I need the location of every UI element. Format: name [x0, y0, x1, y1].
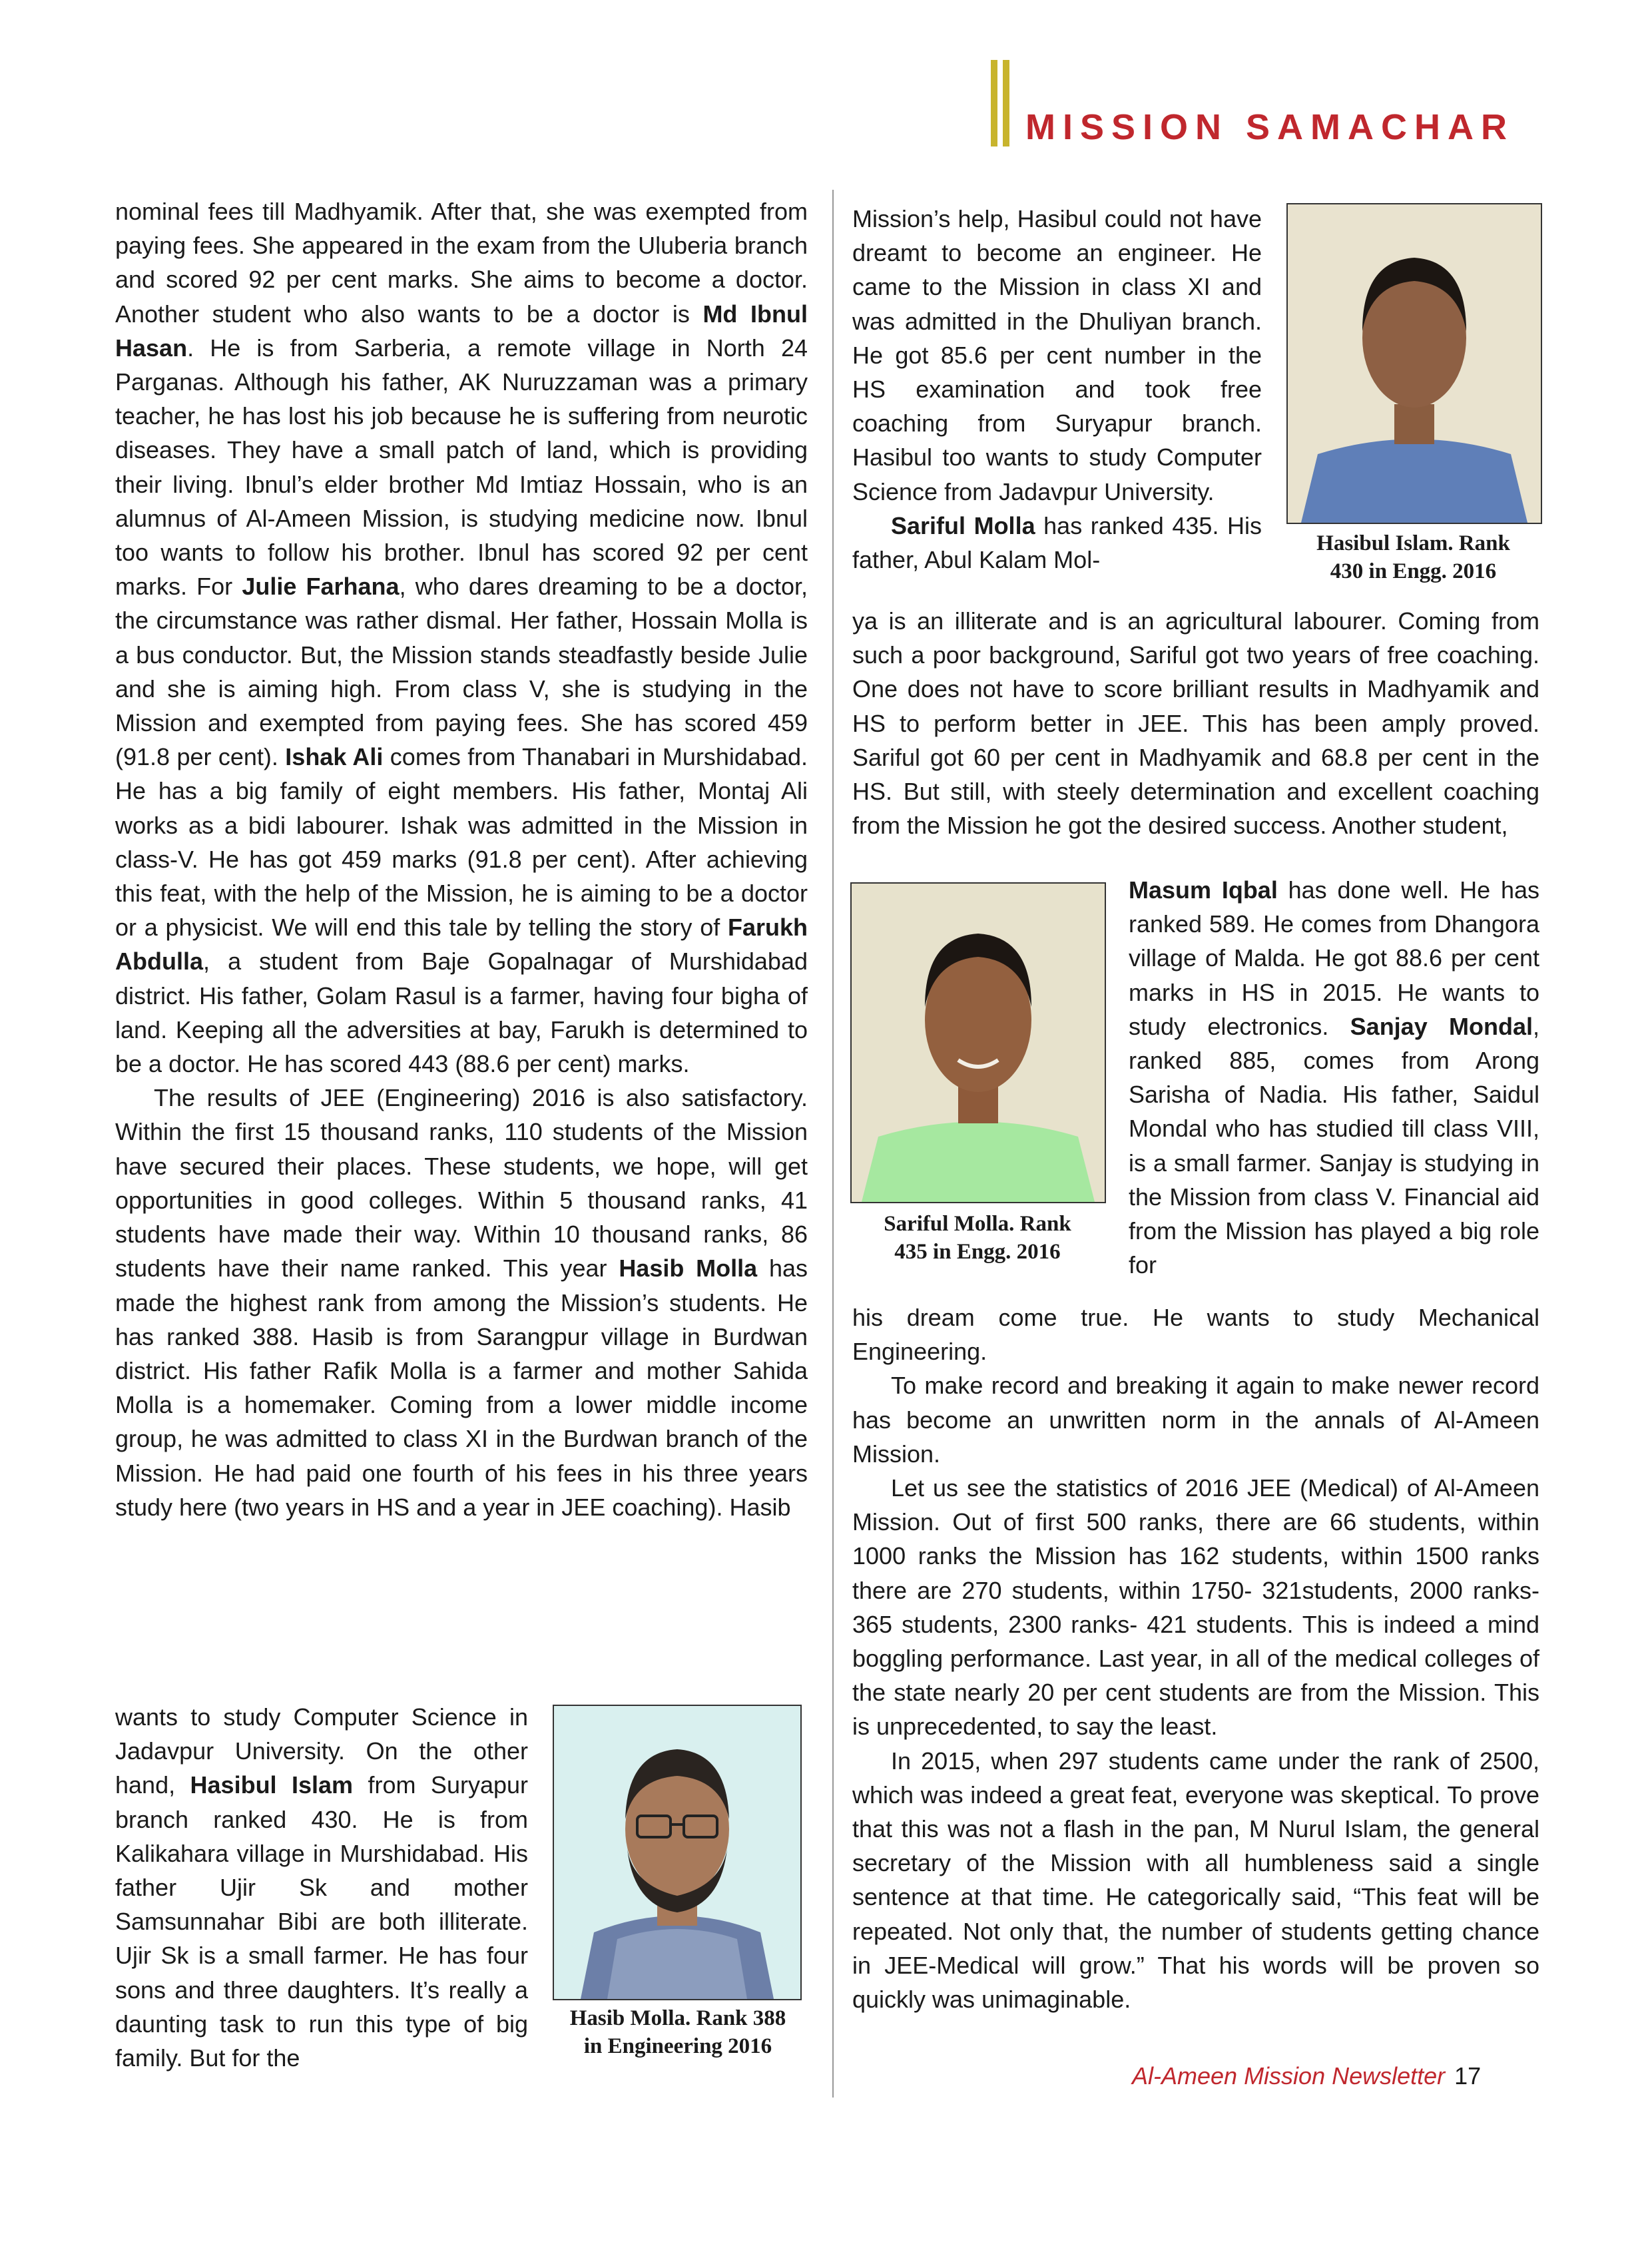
photo-caption: Sariful Molla. Rank 435 in Engg. 2016 — [884, 1212, 1071, 1264]
paragraph: To make record and breaking it again to make newer record has become an unwritten norm in the annals of Al-Ameen Mission. — [852, 1372, 1539, 1468]
right-column-text — [1129, 873, 1539, 1282]
student-name: Hasib Molla — [619, 1255, 758, 1282]
paragraph: Let us see the statistics of 2016 JEE (Medical) of Al-Ameen Mission. Out of first 500 ranks, there are 66 students, within 1000 ranks the Mission has 162 students, within 1500 ranks there are 270 students, within 1750- 321students, 2000 ranks-365 students, 2300 ranks- 421 students. This is indeed a mind boggling performance. Last year, in all of the medical colleges of the state nearly 20 per cent students are from the Mission. This is unprecedented, to say the least. — [852, 1474, 1539, 1741]
student-name: Sanjay Mondal — [1350, 1012, 1533, 1040]
header-accent-bar — [991, 60, 997, 146]
paragraph: nominal fees till Madhyamik. After that, she was exempted from paying fees. She appeared in the exam from the Uluberia branch and scored 92 per cent marks. She aims to become a doctor. Another student who also wants to be a doctor is Md Ibnul Hasan. He is from Sarberia, a remote village in North 24 Parganas. Although his father, AK Nuruzzaman was a primary teacher, he has lost his job because he is suffering from neurotic diseases. They have a small patch of land, which is providing their living. Ibnul’s elder brother Md Imtiaz Hossain, who is an alumnus of Al-Ameen Mission, is studying medicine now. Ibnul too wants to follow his brother. Ibnul has scored 92 per cent marks. For Julie Farhana, who dares dreaming to be a doctor, the circumstance was rather dismal. Her father, Hossain Molla is a bus conductor. But, the Mission stands steadfastly beside Julie and she is aiming high. From class V, she is studying in the Mission and exempted from paying fees. She has scored 459 (91.8 per cent). Ishak Ali comes from Thanabari in Murshidabad. He has a big family of eight members. His father, Montaj Ali works as a bidi labourer. Ishak was admitted in the Mission in class-V. He has got 459 marks (91.8 per cent). After achieving this feat, with the help of the Mission, he is aiming to be a doctor or a physicist. We will end this tale by telling the story of Farukh Abdulla, a student from Baje Gopalnagar of Murshidabad district. His father, Golam Rasul is a farmer, having four bigha of land. Keeping all the adversities at bay, Farukh is determined to be a doctor. He has scored 443 (88.6 per cent) marks. — [115, 198, 808, 1078]
student-name: Hasibul Islam — [190, 1771, 354, 1799]
student-photo — [553, 1705, 802, 2000]
student-name: Masum Iqbal — [1129, 876, 1278, 904]
paragraph: The results of JEE (Engineering) 2016 is also satisfactory. Within the first 15 thousand ranks, 110 students of the Mission have secured their places. These students, we hope, will get opportunities in good colleges. Within 5 thousand ranks, 41 students have made their way. Within 10 thousand ranks, 86 students have their name ranked. This year Hasib Molla has made the highest rank from among the Mission’s students. He has ranked 388. Hasib is from Sarangpur village in Burdwan district. His father Rafik Molla is a farmer and mother Sahida Molla is a homemaker. Coming from a lower middle income group, he was admitted to class XI in the Burdwan branch of the Mission. He had paid one fourth of his fees in his three years study here (two years in HS and a year in JEE coaching). Hasib — [115, 1084, 808, 1521]
left-column-text — [115, 194, 808, 1524]
student-name: Sariful Molla — [891, 511, 1035, 539]
left-column-text — [115, 1700, 528, 2075]
paragraph: Mission’s help, Hasibul could not have dreamt to become an engineer. He came to the Mission in class XI and was admitted in the Dhuliyan branch. He got 85.6 per cent number in the HS examination and took free coaching from Suryapur branch. Hasibul too wants to study Computer Science from Jadavpur University. — [852, 205, 1262, 505]
page-footer — [1132, 2062, 1481, 2090]
student-name: Julie Farhana — [242, 573, 400, 601]
paragraph: In 2015, when 297 students came under the rank of 2500, which was indeed a great feat, everyone was skeptical. To prove that this was not a flash in the pan, M Nurul Islam, the general secretary of the Mission with all humbleness said a single sentence at that time. He categorically said, “This feat will be repeated. Not only that, the number of students getting chance in JEE-Medical will grow.” That his words will be proven so quickly was unimaginable. — [852, 1747, 1539, 2014]
student-photo — [850, 882, 1106, 1203]
right-column-text — [852, 1300, 1539, 2016]
page-number: 17 — [1454, 2062, 1482, 2090]
portrait-placeholder-icon — [852, 884, 1105, 1202]
paragraph: wants to study Computer Science in Jadavpur University. On the other hand, Hasibul Islam from Suryapur branch ranked 430. He is from Kalikahara village in Murshidabad. His father Ujir Sk and mother Samsunnahar Bibi are both illiterate. Ujir Sk is a small farmer. He has four sons and three daughters. It’s really a daunting task to run this type of big family. But for the — [115, 1703, 529, 2072]
student-photo — [1286, 203, 1542, 524]
right-column-text — [852, 202, 1262, 577]
photo-caption: Hasib Molla. Rank 388 in Engineering 2016 — [569, 2006, 786, 2058]
student-name: Md Ibnul Hasan — [115, 300, 808, 362]
section-title: MISSION SAMACHAR — [1025, 107, 1515, 147]
student-name: Farukh Abdulla — [115, 914, 808, 976]
publication-name: Al-Ameen Mission Newsletter — [1132, 2062, 1446, 2090]
student-name: Ishak Ali — [285, 743, 384, 771]
portrait-placeholder-icon — [554, 1706, 800, 1999]
paragraph: his dream come true. He wants to study Mechanical Engineering. — [852, 1304, 1539, 1366]
photo-caption: Hasibul Islam. Rank 430 in Engg. 2016 — [1316, 531, 1510, 583]
paragraph: ya is an illiterate and is an agricultural labourer. Coming from such a poor background, Sariful got two years of free coaching. One does not have to score brilliant results in Madhyamik and HS to perform better in JEE. This has been amply proved. Sariful got 60 per cent in Madhyamik and 68.8 per cent in the HS. But still, with steely determination and excellent coaching from the Mission he got the desired success. Another student, — [852, 607, 1539, 840]
paragraph: Masum Iqbal has done well. He has ranked 589. He comes from Dhangora village of Malda. He got 88.6 per cent marks in HS in 2015. He wants to study electronics. Sanjay Mondal, ranked 885, comes from Arong Sarisha of Nadia. His father, Saidul Mondal who has studied till class VIII, is a small farmer. Sanjay is studying in the Mission from class V. Financial aid from the Mission has played a big role for — [1129, 876, 1539, 1279]
column-divider — [832, 190, 834, 2098]
header-accent-bar — [1003, 60, 1009, 146]
right-column-text — [852, 604, 1539, 842]
portrait-placeholder-icon — [1288, 204, 1541, 523]
paragraph: Sariful Molla has ranked 435. His father, Abul Kalam Mol- — [852, 511, 1262, 574]
